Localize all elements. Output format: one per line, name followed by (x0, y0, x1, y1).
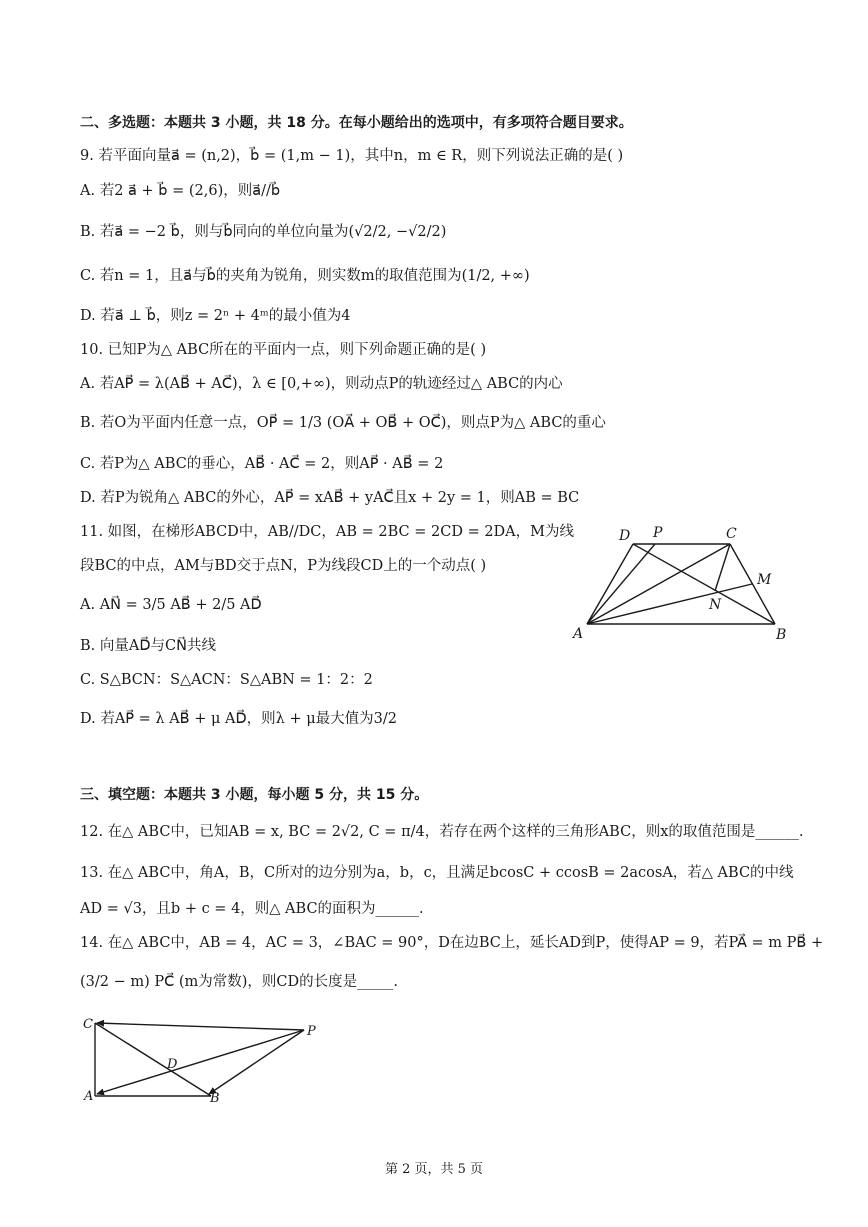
section3-heading: 三、填空题：本题共 3 小题，每小题 5 分，共 15 分。 (80, 787, 429, 803)
q11-option-b: B. 向量AD⃗与CN⃗共线 (80, 638, 216, 654)
fig11-label-n: N (709, 597, 722, 613)
page-footer: 第 2 页，共 5 页 (384, 1162, 484, 1177)
fig11-label-b: B (776, 627, 787, 643)
q11-stem-line1: 11. 如图，在梯形ABCD中，AB//DC，AB = 2BC = 2CD = 2DA，M为线 (80, 524, 574, 540)
fig11-label-c: C (726, 526, 737, 542)
q12: 12. 在△ ABC中，已知AB = x, BC = 2√2, C = π/4，若存在两个这样的三角形ABC，则x的取值范围是______. (80, 824, 804, 840)
q11-option-a: A. AN⃗ = 3/5 AB⃗ + 2/5 AD⃗ (80, 597, 262, 613)
q14-triangle-figure (78, 1012, 328, 1108)
q13-line1: 13. 在△ ABC中，角A，B，C所对的边分别为a，b，c，且满足bcosC + ccosB = 2acosA，若△ ABC的中线 (80, 865, 794, 881)
fig14-label-c: C (83, 1017, 93, 1032)
fig14-label-a: A (84, 1089, 94, 1104)
q9-option-b: B. 若a⃗ = −2 b⃗，则与b⃗同向的单位向量为(√2/2, −√2/2) (80, 224, 447, 240)
fig14-label-b: B (210, 1091, 220, 1106)
q10-option-a: A. 若AP⃗ = λ(AB⃗ + AC⃗)，λ ∈ [0,+∞)，则动点P的轨迹经过△ ABC的内心 (80, 376, 563, 392)
q14-line2: (3/2 − m) PC⃗ (m为常数)，则CD的长度是_____. (80, 974, 399, 990)
q11-stem-line2: 段BC的中点，AM与BD交于点N，P为线段CD上的一个动点( ) (80, 558, 487, 574)
q11-trapezoid-figure (565, 518, 805, 648)
q10-stem: 10. 已知P为△ ABC所在的平面内一点，则下列命题正确的是( ) (80, 342, 487, 358)
q9-option-a: A. 若2 a⃗ + b⃗ = (2,6)，则a⃗//b⃗ (80, 183, 281, 199)
fig11-label-m: M (757, 572, 772, 588)
q13-line2: AD = √3，且b + c = 4，则△ ABC的面积为______. (80, 901, 424, 917)
fig14-label-p: P (307, 1024, 316, 1039)
q14-line1: 14. 在△ ABC中，AB = 4，AC = 3，∠BAC = 90°，D在边BC上，延长AD到P，使得AP = 9，若PA⃗ = m PB⃗ + (80, 935, 824, 951)
q10-option-b: B. 若O为平面内任意一点，OP⃗ = 1/3 (OA⃗ + OB⃗ + OC⃗)，则点P为△ ABC的重心 (80, 415, 606, 431)
section2-heading: 二、多选题：本题共 3 小题，共 18 分。在每小题给出的选项中，有多项符合题目要求。 (80, 115, 633, 131)
q9-stem: 9. 若平面向量a⃗ = (n,2)，b⃗ = (1,m − 1)，其中n，m ∈ R，则下列说法正确的是( ) (80, 148, 624, 164)
q10-option-d: D. 若P为锐角△ ABC的外心，AP⃗ = xAB⃗ + yAC⃗且x + 2y = 1，则AB = BC (80, 490, 580, 506)
fig11-label-a: A (573, 626, 584, 642)
fig11-label-d: D (619, 528, 631, 544)
q11-option-c: C. S△BCN：S△ACN：S△ABN = 1：2：2 (80, 672, 373, 688)
q11-option-d: D. 若AP⃗ = λ AB⃗ + μ AD⃗，则λ + μ最大值为3/2 (80, 711, 397, 727)
q9-option-d: D. 若a⃗ ⊥ b⃗，则z = 2ⁿ + 4ᵐ的最小值为4 (80, 308, 351, 324)
q10-option-c: C. 若P为△ ABC的垂心，AB⃗ · AC⃗ = 2，则AP⃗ · AB⃗ = 2 (80, 456, 444, 472)
fig14-label-d: D (167, 1057, 178, 1072)
fig11-label-p: P (653, 525, 663, 541)
q9-option-c: C. 若n = 1，且a⃗与b⃗的夹角为锐角，则实数m的取值范围为(1/2, +∞) (80, 268, 530, 284)
